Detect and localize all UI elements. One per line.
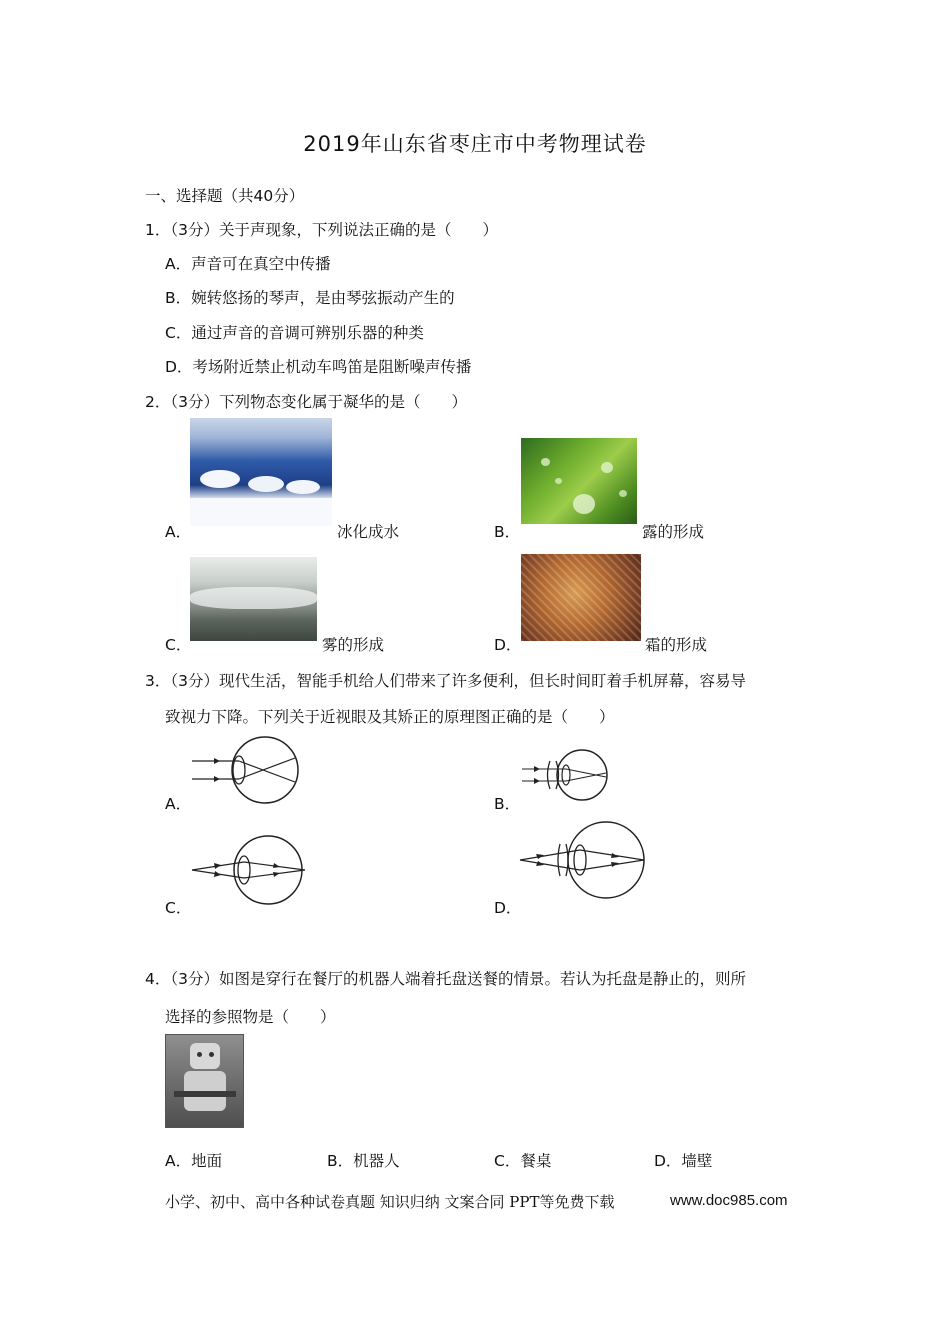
question-1-stem: 1．（3分）关于声现象，下列说法正确的是（ ） xyxy=(145,221,498,239)
question-1-option-a[interactable]: A．声音可在真空中传播 xyxy=(165,255,331,273)
footer-text: 小学、初中、高中各种试卷真题 知识归纳 文案合同 PPT等免费下载 xyxy=(165,1193,615,1211)
dew-photo xyxy=(521,438,637,524)
question-3-option-a[interactable]: A． xyxy=(165,795,192,813)
eye-diagram-a xyxy=(190,735,305,805)
page-title: 2019年山东省枣庄市中考物理试卷 xyxy=(303,132,647,156)
question-4-option-d[interactable]: D．墙壁 xyxy=(654,1152,713,1170)
question-3-option-c[interactable]: C． xyxy=(165,899,192,917)
question-3-option-d[interactable]: D． xyxy=(494,899,522,917)
frost-photo xyxy=(521,554,641,641)
robot-waiter-photo xyxy=(165,1034,244,1128)
eye-diagram-c xyxy=(190,832,315,904)
question-2-caption-a: 冰化成水 xyxy=(337,523,400,541)
question-2-caption-b: 露的形成 xyxy=(642,523,705,541)
question-4-option-b[interactable]: B．机器人 xyxy=(327,1152,400,1170)
question-3-stem-line1: 3．（3分）现代生活，智能手机给人们带来了许多便利，但长时间盯着手机屏幕，容易导 xyxy=(145,672,746,690)
question-1-option-b[interactable]: B．婉转悠扬的琴声，是由琴弦振动产生的 xyxy=(165,289,455,307)
footer-url-link[interactable]: www.doc985.com xyxy=(670,1192,788,1209)
question-2-caption-c: 雾的形成 xyxy=(322,636,385,654)
question-4-stem-line1: 4．（3分）如图是穿行在餐厅的机器人端着托盘送餐的情景。若认为托盘是静止的，则所 xyxy=(145,970,746,988)
question-4-stem-line2: 选择的参照物是（ ） xyxy=(165,1008,336,1026)
question-1-option-c[interactable]: C．通过声音的音调可辨别乐器的种类 xyxy=(165,324,424,342)
question-2-letter-c[interactable]: C． xyxy=(165,636,192,654)
fog-photo xyxy=(190,557,317,641)
question-3-option-b[interactable]: B． xyxy=(494,795,521,813)
question-4-option-a[interactable]: A．地面 xyxy=(165,1152,223,1170)
question-1-option-d[interactable]: D．考场附近禁止机动车鸣笛是阻断噪声传播 xyxy=(165,358,472,376)
question-2-letter-d[interactable]: D． xyxy=(494,636,522,654)
question-3-stem-line2: 致视力下降。下列关于近视眼及其矫正的原理图正确的是（ ） xyxy=(165,708,615,726)
question-2-letter-a[interactable]: A． xyxy=(165,523,192,541)
eye-diagram-d xyxy=(518,820,650,900)
ice-melting-photo xyxy=(190,418,332,526)
question-2-caption-d: 霜的形成 xyxy=(645,636,708,654)
question-2-letter-b[interactable]: B． xyxy=(494,523,521,541)
question-2-stem: 2．（3分）下列物态变化属于凝华的是（ ） xyxy=(145,393,467,411)
question-4-option-c[interactable]: C．餐桌 xyxy=(494,1152,552,1170)
section-heading: 一、选择题（共40分） xyxy=(145,187,305,205)
eye-diagram-b xyxy=(520,745,615,805)
